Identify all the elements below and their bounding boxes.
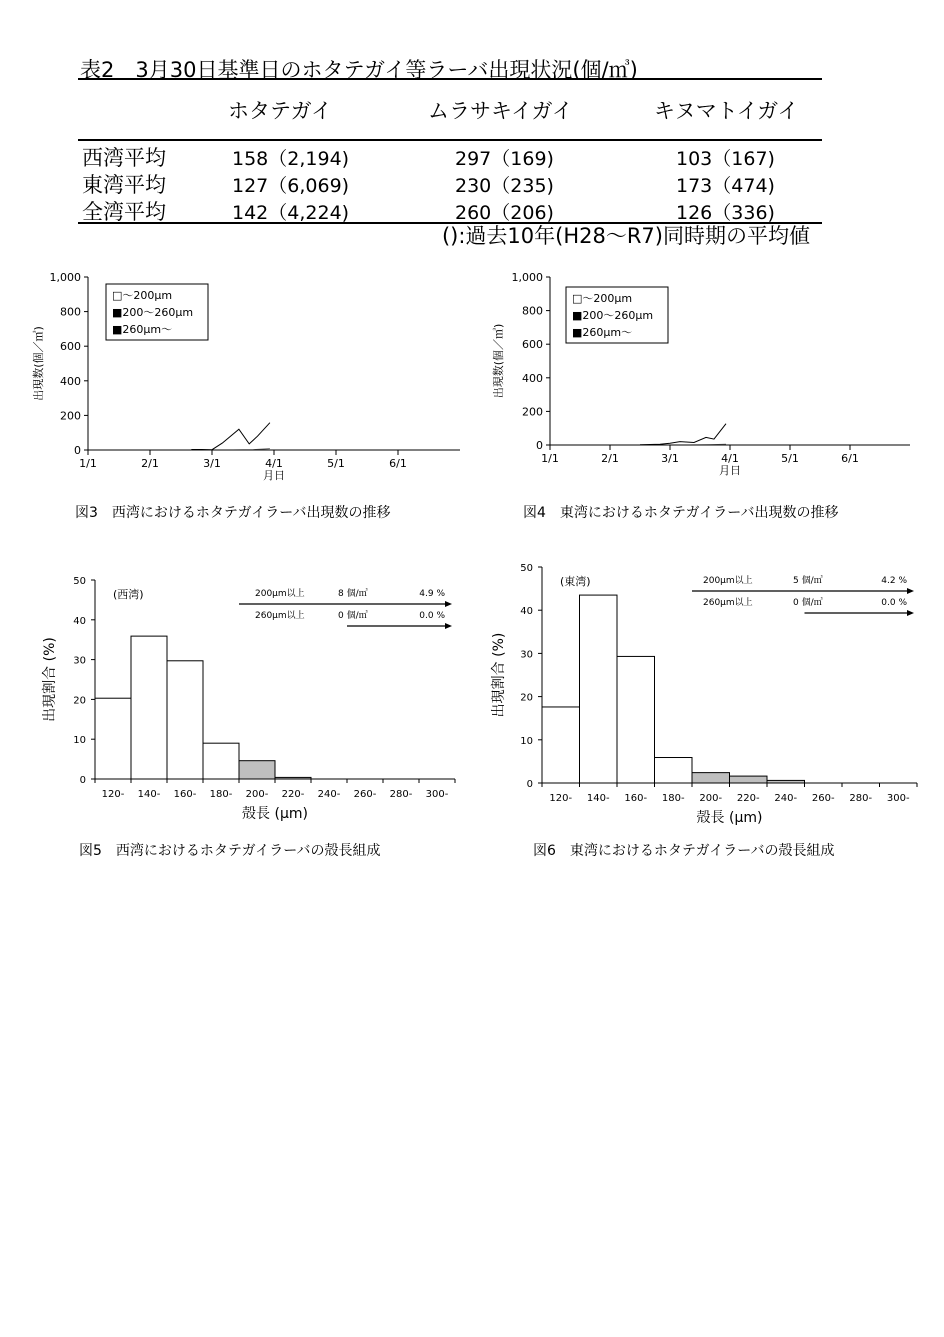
annotation-pct: 4.9 % xyxy=(419,589,445,599)
y-tick-label: 20 xyxy=(73,695,86,707)
x-tick-label: 200- xyxy=(699,793,723,804)
x-tick-label: 160- xyxy=(173,789,197,800)
y-tick-label: 0 xyxy=(526,779,533,790)
y-tick-label: 200 xyxy=(522,405,543,419)
table-header-rule xyxy=(78,139,822,141)
annotation-arrowhead xyxy=(445,601,452,607)
histogram-bar xyxy=(131,636,167,779)
annotation-count: 8 個/㎥ xyxy=(338,589,368,599)
x-tick-label: 5/1 xyxy=(327,457,345,470)
y-axis-label: 出現数(個／㎥) xyxy=(32,326,45,401)
annotation-count: 0 個/㎥ xyxy=(793,598,823,608)
y-tick-label: 40 xyxy=(520,606,533,618)
x-tick-label: 260- xyxy=(811,793,835,804)
x-axis-label: 殻長 (μm) xyxy=(696,810,763,826)
histogram-bar xyxy=(692,773,730,783)
legend-entry: ■260μm～ xyxy=(112,323,173,336)
y-tick-label: 0 xyxy=(79,775,86,786)
x-tick-label: 240- xyxy=(317,789,341,800)
x-tick-label: 180- xyxy=(661,793,685,804)
histogram-bar xyxy=(580,595,618,783)
region-label: (西湾) xyxy=(113,588,144,601)
y-tick-label: 30 xyxy=(73,655,86,667)
fig5-caption: 図5 西湾におけるホタテガイラーバの殻長組成 xyxy=(79,843,381,859)
x-tick-label: 140- xyxy=(137,789,161,800)
annotation-arrowhead xyxy=(907,588,914,594)
x-tick-label: 120- xyxy=(101,789,125,800)
series-line xyxy=(191,423,270,450)
y-tick-label: 30 xyxy=(520,649,533,661)
y-axis-label: 出現割合 (%) xyxy=(491,632,507,718)
row-label-east: 東湾平均 xyxy=(82,173,166,197)
table-cell: 173（474) xyxy=(676,175,775,197)
y-tick-label: 200 xyxy=(60,409,81,423)
x-tick-label: 220- xyxy=(736,793,760,804)
region-label: (東湾) xyxy=(560,575,591,588)
histogram-bar xyxy=(617,656,655,783)
y-tick-label: 400 xyxy=(522,371,543,385)
fig6-bar-chart xyxy=(485,555,925,835)
annotation-label: 260μm以上 xyxy=(255,611,305,621)
y-tick-label: 50 xyxy=(520,563,533,574)
y-tick-label: 20 xyxy=(520,692,533,704)
x-tick-label: 2/1 xyxy=(141,457,159,470)
column-header-kinumatoigai: キヌマトイガイ xyxy=(654,99,799,123)
x-tick-label: 4/1 xyxy=(721,452,739,465)
x-tick-label: 240- xyxy=(774,793,798,804)
table-cell: 142（4,224) xyxy=(232,202,350,224)
annotation-count: 5 個/㎥ xyxy=(793,576,823,586)
x-axis-label: 殻長 (μm) xyxy=(242,806,308,822)
table-cell: 230（235) xyxy=(455,175,554,197)
x-tick-label: 300- xyxy=(886,793,910,804)
legend-entry: ■260μm～ xyxy=(572,326,633,339)
y-axis-label: 出現割合 (%) xyxy=(42,637,58,722)
row-label-west: 西湾平均 xyxy=(82,146,166,170)
y-tick-label: 10 xyxy=(520,735,533,747)
column-header-murasakiigai: ムラサキイガイ xyxy=(428,99,573,123)
x-tick-label: 180- xyxy=(209,789,233,800)
fig3-caption: 図3 西湾におけるホタテガイラーバ出現数の推移 xyxy=(75,505,391,521)
y-axis-label: 出現数(個／㎥) xyxy=(492,323,505,399)
x-tick-label: 260- xyxy=(353,789,377,800)
legend-entry: ■200～260μm xyxy=(572,309,654,322)
x-tick-label: 300- xyxy=(425,789,449,800)
x-tick-label: 3/1 xyxy=(203,457,221,470)
histogram-bar xyxy=(239,761,275,779)
x-tick-label: 280- xyxy=(389,789,413,800)
series-line xyxy=(640,424,726,445)
histogram-bar xyxy=(95,698,131,779)
x-axis-label: 月日 xyxy=(719,464,741,477)
histogram-bar xyxy=(655,758,693,783)
histogram-bar xyxy=(542,707,580,783)
x-tick-label: 1/1 xyxy=(79,457,97,470)
table-top-rule xyxy=(78,78,822,80)
legend-entry: ■200～260μm xyxy=(112,306,194,319)
annotation-count: 0 個/㎥ xyxy=(338,611,368,621)
y-tick-label: 0 xyxy=(74,444,81,457)
x-tick-label: 120- xyxy=(549,793,573,804)
histogram-bar xyxy=(275,777,311,779)
table-cell: 103（167) xyxy=(676,148,775,170)
y-tick-label: 600 xyxy=(522,338,543,352)
x-tick-label: 280- xyxy=(849,793,873,804)
x-tick-label: 220- xyxy=(281,789,305,800)
annotation-arrowhead xyxy=(907,610,914,616)
table-cell: 297（169) xyxy=(455,148,554,170)
y-tick-label: 50 xyxy=(73,576,86,587)
x-tick-label: 2/1 xyxy=(601,452,619,465)
fig4-line-chart xyxy=(488,262,918,494)
y-tick-label: 400 xyxy=(60,374,81,388)
x-tick-label: 160- xyxy=(624,793,648,804)
annotation-pct: 0.0 % xyxy=(419,611,445,621)
y-tick-label: 1,000 xyxy=(511,271,543,284)
annotation-pct: 0.0 % xyxy=(881,598,907,608)
fig3-line-chart xyxy=(28,262,468,494)
annotation-arrowhead xyxy=(445,623,452,629)
y-tick-label: 10 xyxy=(73,735,86,747)
histogram-bar xyxy=(730,776,768,783)
y-tick-label: 0 xyxy=(536,439,543,452)
x-tick-label: 4/1 xyxy=(265,457,283,470)
histogram-bar xyxy=(167,661,203,779)
row-label-all: 全湾平均 xyxy=(82,200,166,224)
histogram-bar xyxy=(203,743,239,779)
x-tick-label: 6/1 xyxy=(841,452,859,465)
x-tick-label: 6/1 xyxy=(389,457,407,470)
x-tick-label: 140- xyxy=(586,793,610,804)
annotation-label: 260μm以上 xyxy=(703,598,753,608)
x-tick-label: 200- xyxy=(245,789,269,800)
table-cell: 127（6,069) xyxy=(232,175,350,197)
y-tick-label: 800 xyxy=(60,305,81,319)
annotation-label: 200μm以上 xyxy=(255,589,305,599)
table-cell: 158（2,194) xyxy=(232,148,350,170)
table-title: 表2 3月30日基準日のホタテガイ等ラーバ出現状況(個/㎥) xyxy=(80,58,638,82)
column-header-hotategai: ホタテガイ xyxy=(228,99,332,123)
fig4-caption: 図4 東湾におけるホタテガイラーバ出現数の推移 xyxy=(523,505,839,521)
x-axis-label: 月日 xyxy=(263,469,285,482)
table-cell: 260（206) xyxy=(455,202,554,224)
x-tick-label: 1/1 xyxy=(541,452,559,465)
annotation-pct: 4.2 % xyxy=(881,576,907,586)
fig6-caption: 図6 東湾におけるホタテガイラーバの殻長組成 xyxy=(533,843,835,859)
table-cell: 126（336) xyxy=(676,202,775,224)
fig5-bar-chart xyxy=(40,566,464,832)
legend-entry: □～200μm xyxy=(112,289,173,302)
y-tick-label: 40 xyxy=(73,615,86,627)
legend-entry: □～200μm xyxy=(572,292,633,305)
table-note: ():過去10年(H28～R7)同時期の平均値 xyxy=(441,224,810,248)
y-tick-label: 600 xyxy=(60,340,81,354)
annotation-label: 200μm以上 xyxy=(703,576,753,586)
y-tick-label: 1,000 xyxy=(49,271,81,284)
x-tick-label: 5/1 xyxy=(781,452,799,465)
y-tick-label: 800 xyxy=(522,304,543,318)
x-tick-label: 3/1 xyxy=(661,452,679,465)
histogram-bar xyxy=(767,780,805,783)
